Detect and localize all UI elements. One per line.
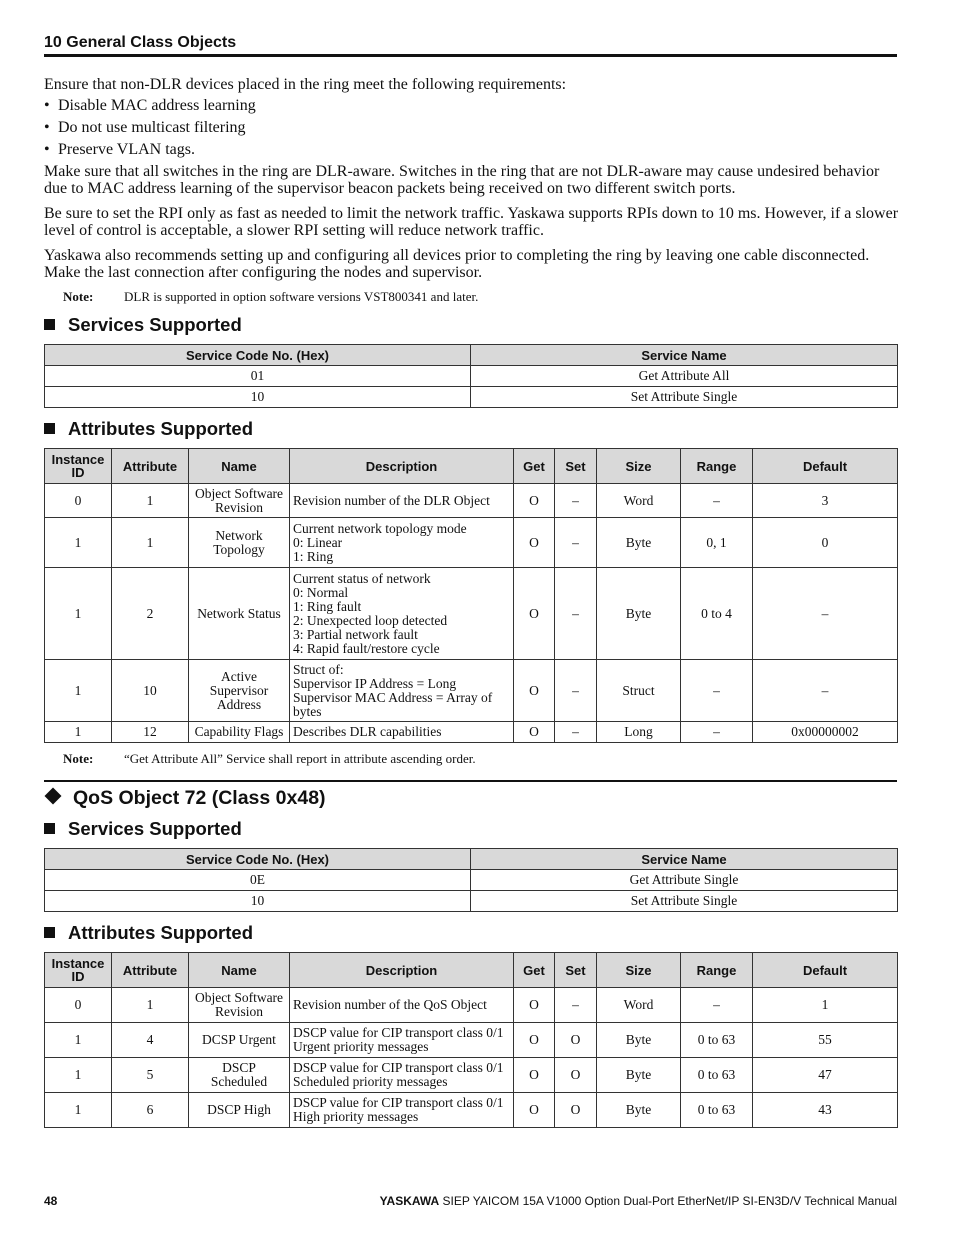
- note-get-attribute-all: [63, 751, 476, 767]
- column-header: Service Code No. (Hex): [45, 849, 471, 870]
- table-cell: –: [555, 568, 597, 660]
- table-row: [45, 988, 898, 1023]
- paragraph-dlr-aware: Make sure that all switches in the ring are DLR-aware. Switches in the ring that are not DLR-aware may cause undesired behavior due to MAC address learning of the supervisor beacon packets being received on two different switch ports.: [44, 163, 880, 197]
- dlr-attributes-table: [44, 448, 898, 743]
- column-header: Size: [597, 953, 681, 988]
- table-row: [45, 484, 898, 518]
- heading-text: Attributes Supported: [68, 418, 253, 439]
- column-header: Instance ID: [45, 449, 112, 484]
- column-header: Service Name: [471, 345, 898, 366]
- brand-name: YASKAWA: [379, 1194, 440, 1208]
- table-cell: O: [514, 518, 555, 568]
- qos-object-title: [44, 786, 326, 810]
- table-cell: –: [681, 660, 753, 722]
- table-cell: 1: [112, 518, 189, 568]
- table-cell: 1: [45, 1093, 112, 1128]
- square-bullet-icon: [44, 927, 55, 938]
- table-cell: 0 to 4: [681, 568, 753, 660]
- table-cell: 1: [45, 1058, 112, 1093]
- table-cell: 0: [45, 484, 112, 518]
- table-cell: 0: [753, 518, 898, 568]
- table-cell: Set Attribute Single: [471, 891, 898, 912]
- heading-text: Attributes Supported: [68, 922, 253, 943]
- column-header: Attribute: [112, 953, 189, 988]
- table-cell: DCSP Urgent: [189, 1023, 290, 1058]
- table-cell: 47: [753, 1058, 898, 1093]
- column-header: Default: [753, 449, 898, 484]
- table-cell: Active Supervisor Address: [189, 660, 290, 722]
- note-text: “Get Attribute All” Service shall report in attribute ascending order.: [124, 751, 476, 766]
- column-header: Service Name: [471, 849, 898, 870]
- note-label: Note:: [63, 289, 94, 304]
- table-cell: O: [514, 484, 555, 518]
- table-cell: –: [555, 484, 597, 518]
- table-cell: O: [514, 1023, 555, 1058]
- note-text: DLR is supported in option software versions VST800341 and later.: [124, 289, 479, 304]
- bullet-item: • Disable MAC address learning: [44, 97, 256, 114]
- column-header: Range: [681, 449, 753, 484]
- table-cell: Struct of: Supervisor IP Address = Long Supervisor MAC Address = Array of bytes: [290, 660, 514, 722]
- bullet-item: • Do not use multicast filtering: [44, 119, 246, 136]
- table-cell: O: [514, 722, 555, 743]
- table-cell: 01: [45, 366, 471, 387]
- table-cell: Byte: [597, 1058, 681, 1093]
- note-dlr-version: [63, 289, 478, 305]
- table-cell: 6: [112, 1093, 189, 1128]
- table-cell: –: [555, 722, 597, 743]
- table-row: [45, 366, 898, 387]
- table-cell: Network Topology: [189, 518, 290, 568]
- table-cell: 4: [112, 1023, 189, 1058]
- table-cell: O: [514, 1093, 555, 1128]
- column-header: Get: [514, 449, 555, 484]
- table-cell: 1: [112, 988, 189, 1023]
- table-cell: Revision number of the DLR Object: [290, 484, 514, 518]
- table-cell: Object Software Revision: [189, 988, 290, 1023]
- table-cell: –: [681, 722, 753, 743]
- table-row: [45, 1058, 898, 1093]
- table-cell: Revision number of the QoS Object: [290, 988, 514, 1023]
- column-header: Set: [555, 953, 597, 988]
- table-cell: Long: [597, 722, 681, 743]
- column-header: Set: [555, 449, 597, 484]
- table-cell: 0 to 63: [681, 1023, 753, 1058]
- table-cell: 1: [45, 722, 112, 743]
- column-header: Size: [597, 449, 681, 484]
- table-cell: 0E: [45, 870, 471, 891]
- manual-name: SIEP YAICOM 15A V1000 Option Dual-Port EtherNet/IP SI-EN3D/V Technical Manual: [442, 1194, 897, 1208]
- table-cell: Set Attribute Single: [471, 387, 898, 408]
- table-cell: DSCP High: [189, 1093, 290, 1128]
- table-row: [45, 891, 898, 912]
- table-cell: Struct: [597, 660, 681, 722]
- table-cell: 10: [45, 891, 471, 912]
- table-cell: O: [514, 988, 555, 1023]
- table-cell: 1: [45, 518, 112, 568]
- table-cell: Byte: [597, 518, 681, 568]
- table-cell: 0 to 63: [681, 1058, 753, 1093]
- table-cell: –: [681, 484, 753, 518]
- table-cell: O: [555, 1058, 597, 1093]
- heading-text: Services Supported: [68, 314, 242, 335]
- table-cell: 1: [45, 1023, 112, 1058]
- note-label: Note:: [63, 751, 94, 766]
- table-row: [45, 568, 898, 660]
- table-cell: Network Status: [189, 568, 290, 660]
- table-cell: Byte: [597, 568, 681, 660]
- table-cell: Describes DLR capabilities: [290, 722, 514, 743]
- table-cell: O: [514, 660, 555, 722]
- table-cell: 10: [112, 660, 189, 722]
- column-header: Name: [189, 953, 290, 988]
- dlr-attributes-heading: [44, 418, 253, 440]
- table-cell: Current network topology mode 0: Linear 1: Ring: [290, 518, 514, 568]
- column-header: Get: [514, 953, 555, 988]
- table-row: [45, 660, 898, 722]
- dlr-services-heading: [44, 314, 242, 336]
- table-cell: –: [753, 568, 898, 660]
- table-cell: DSCP value for CIP transport class 0/1 Scheduled priority messages: [290, 1058, 514, 1093]
- table-cell: 1: [753, 988, 898, 1023]
- bullet-text: Preserve VLAN tags.: [58, 141, 196, 158]
- table-cell: 43: [753, 1093, 898, 1128]
- table-cell: 0x00000002: [753, 722, 898, 743]
- table-cell: 5: [112, 1058, 189, 1093]
- column-header: Instance ID: [45, 953, 112, 988]
- column-header: Default: [753, 953, 898, 988]
- qos-attributes-table: [44, 952, 898, 1128]
- table-cell: Word: [597, 484, 681, 518]
- table-cell: 0 to 63: [681, 1093, 753, 1128]
- table-cell: Capability Flags: [189, 722, 290, 743]
- table-row: [45, 1093, 898, 1128]
- table-cell: 0, 1: [681, 518, 753, 568]
- column-header: Description: [290, 449, 514, 484]
- intro-lead: Ensure that non-DLR devices placed in the ring meet the following requirements:: [44, 76, 567, 93]
- qos-services-heading: [44, 818, 242, 840]
- column-header: Range: [681, 953, 753, 988]
- column-header: Attribute: [112, 449, 189, 484]
- table-cell: –: [681, 988, 753, 1023]
- heading-text: Services Supported: [68, 818, 242, 839]
- table-cell: DSCP value for CIP transport class 0/1 Urgent priority messages: [290, 1023, 514, 1058]
- heading-text: QoS Object 72 (Class 0x48): [73, 787, 326, 809]
- table-cell: –: [753, 660, 898, 722]
- column-header: Name: [189, 449, 290, 484]
- table-cell: 12: [112, 722, 189, 743]
- table-cell: –: [555, 660, 597, 722]
- table-cell: 0: [45, 988, 112, 1023]
- table-cell: Current status of network 0: Normal 1: Ring fault 2: Unexpected loop detected 3: Partial network fault 4: Rapid fault/restore cycle: [290, 568, 514, 660]
- header-rule: [44, 54, 897, 57]
- table-cell: Word: [597, 988, 681, 1023]
- square-bullet-icon: [44, 423, 55, 434]
- table-cell: O: [514, 568, 555, 660]
- footer-manual-title: [380, 1194, 897, 1208]
- table-cell: Get Attribute All: [471, 366, 898, 387]
- table-cell: 1: [45, 660, 112, 722]
- bullet-item: • Preserve VLAN tags.: [44, 141, 196, 158]
- paragraph-recommendation: Yaskawa also recommends setting up and configuring all devices prior to completing the ring by leaving one cable disconnected. Make the last connection after configuring the nodes and supervisor.: [44, 247, 870, 281]
- page-number: 48: [44, 1194, 58, 1208]
- bullet-text: Do not use multicast filtering: [58, 119, 246, 136]
- table-cell: 1: [45, 568, 112, 660]
- qos-attributes-heading: [44, 922, 253, 944]
- table-cell: Object Software Revision: [189, 484, 290, 518]
- section-divider: [44, 780, 897, 782]
- diamond-bullet-icon: [45, 788, 62, 805]
- table-cell: Byte: [597, 1023, 681, 1058]
- table-cell: 2: [112, 568, 189, 660]
- table-cell: O: [555, 1023, 597, 1058]
- table-cell: 10: [45, 387, 471, 408]
- table-cell: –: [555, 988, 597, 1023]
- table-cell: Get Attribute Single: [471, 870, 898, 891]
- table-row: [45, 518, 898, 568]
- paragraph-rpi: Be sure to set the RPI only as fast as needed to limit the network traffic. Yaskawa supports RPIs down to 10 ms. However, if a slower level of control is acceptable, a slower RPI setting will reduce network traffic.: [44, 205, 899, 239]
- table-cell: 3: [753, 484, 898, 518]
- square-bullet-icon: [44, 823, 55, 834]
- qos-services-table: [44, 848, 898, 912]
- table-cell: 1: [112, 484, 189, 518]
- table-row: [45, 387, 898, 408]
- table-row: [45, 1023, 898, 1058]
- table-cell: Byte: [597, 1093, 681, 1128]
- square-bullet-icon: [44, 319, 55, 330]
- table-cell: DSCP value for CIP transport class 0/1 High priority messages: [290, 1093, 514, 1128]
- table-cell: –: [555, 518, 597, 568]
- section-header-title: 10 General Class Objects: [44, 34, 237, 51]
- table-cell: O: [514, 1058, 555, 1093]
- table-row: [45, 870, 898, 891]
- table-cell: 55: [753, 1023, 898, 1058]
- table-cell: O: [555, 1093, 597, 1128]
- table-cell: DSCP Scheduled: [189, 1058, 290, 1093]
- table-row: [45, 722, 898, 743]
- column-header: Description: [290, 953, 514, 988]
- column-header: Service Code No. (Hex): [45, 345, 471, 366]
- dlr-services-table: [44, 344, 898, 408]
- bullet-text: Disable MAC address learning: [58, 97, 256, 114]
